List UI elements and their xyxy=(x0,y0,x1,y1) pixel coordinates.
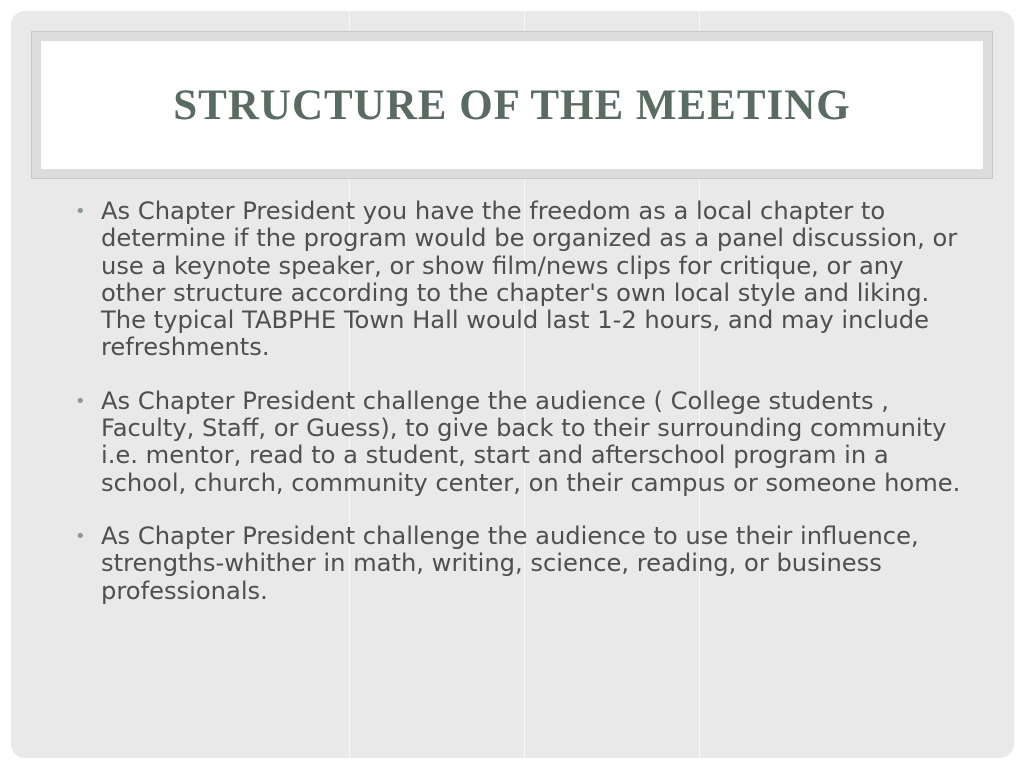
bullet-text: As Chapter President challenge the audience ( College students , Faculty, Staff, or Guess), to give back to their surrounding community i.e. mentor, read to a student, start and afterschool program in a school, church, community center, on their campus or someone home. xyxy=(101,386,961,497)
bullet-item xyxy=(73,198,973,362)
bullet-icon: • xyxy=(75,525,86,547)
bullet-text: As Chapter President challenge the audience to use their influence, strengths-whither in math, writing, science, reading, or business professionals. xyxy=(101,521,919,605)
slide-title: STRUCTURE OF THE MEETING xyxy=(173,81,851,129)
slide xyxy=(11,11,1014,758)
bullet-list xyxy=(73,198,973,631)
bullet-icon: • xyxy=(75,390,86,412)
title-frame xyxy=(31,31,993,179)
bullet-icon: • xyxy=(75,201,86,222)
bullet-text: As Chapter President you have the freedom as a local chapter to determine if the program would be organized as a panel discussion, or use a keynote speaker, or show film/news clips for critique, or any other structure according to the chapter's own local style and liking. The typical TABPHE Town Hall would last 1-2 hours, and may include refreshments. xyxy=(101,197,958,362)
bullet-item xyxy=(73,388,973,497)
bullet-item xyxy=(73,523,973,605)
title-box xyxy=(41,41,983,169)
